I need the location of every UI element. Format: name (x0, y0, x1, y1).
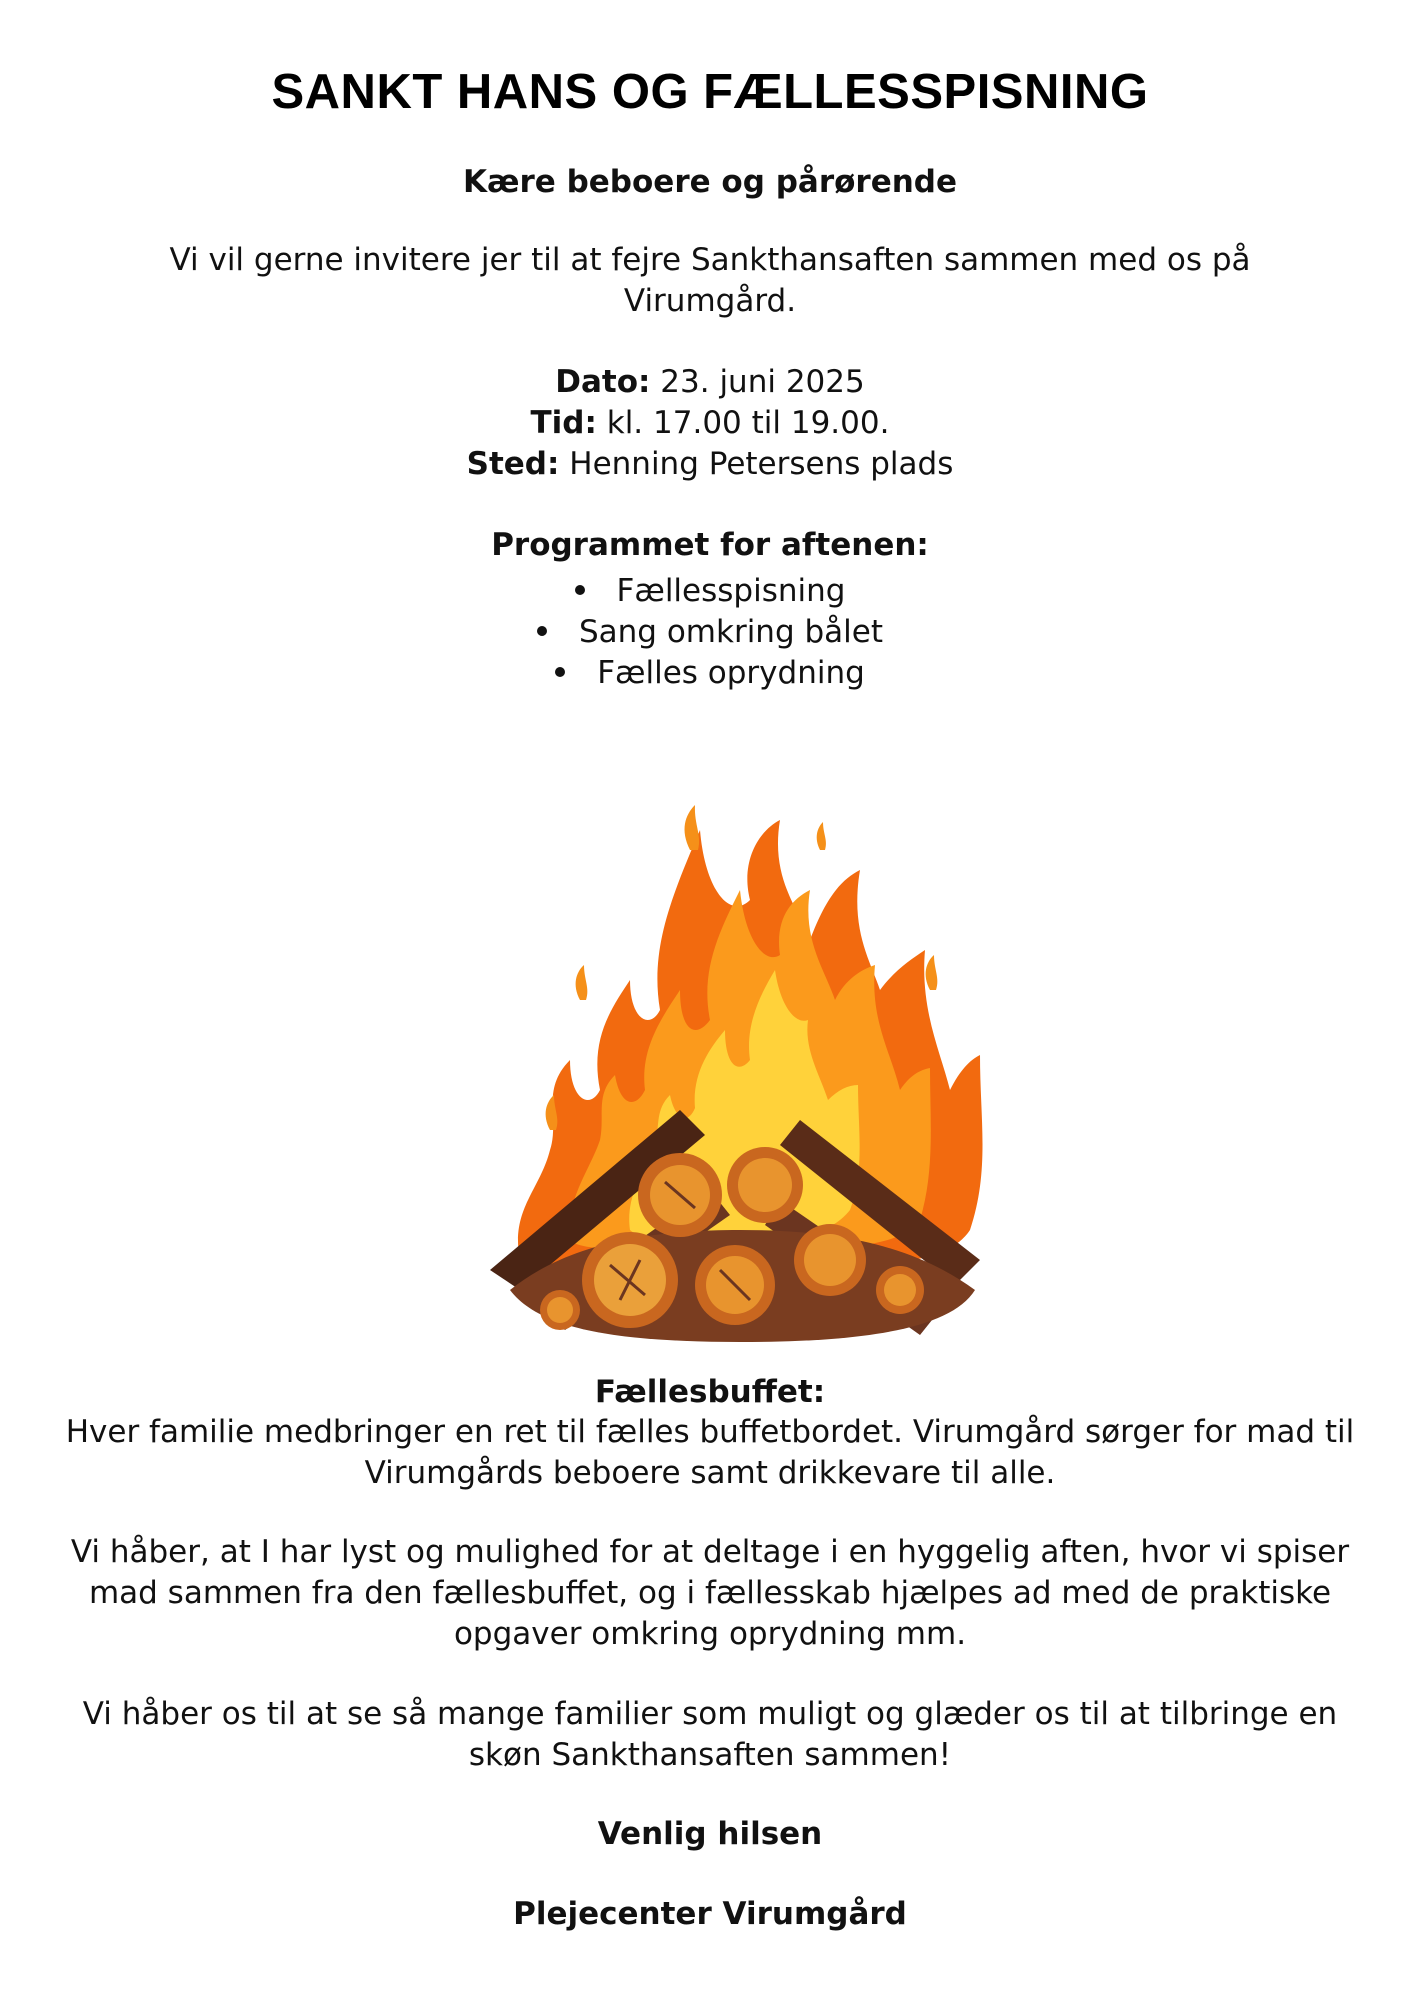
time-line (0, 403, 1420, 444)
bullet-icon (537, 626, 547, 636)
program-list (0, 571, 1420, 694)
program-item-label: Fælles oprydning (597, 655, 865, 691)
place-line (0, 444, 1420, 485)
log-end (738, 1158, 792, 1212)
regards: Venlig hilsen (597, 1816, 823, 1852)
flame-spark (817, 822, 826, 850)
bonfire-illustration (480, 790, 1000, 1350)
place-label: Sted: (466, 446, 560, 482)
place-value: Henning Petersens plads (559, 446, 954, 482)
bullet-icon (555, 667, 565, 677)
signature: Plejecenter Virumgård (513, 1896, 907, 1932)
date-label: Dato: (555, 364, 651, 400)
event-details (0, 362, 1420, 485)
program-heading: Programmet for aftenen: (491, 527, 929, 563)
flame-spark (685, 805, 700, 850)
bullet-icon (575, 585, 585, 595)
salutation: Kære beboere og pårørende (462, 164, 958, 200)
list-item (0, 653, 1420, 694)
time-label: Tid: (530, 405, 597, 441)
buffet-heading: Fællesbuffet: (594, 1374, 826, 1410)
log-end (547, 1297, 573, 1323)
intro-paragraph: Vi vil gerne invitere jer til at fejre Sankthansaften sammen med os på Virumgård. (169, 242, 1251, 319)
list-item (0, 612, 1420, 653)
date-line (0, 362, 1420, 403)
flame-spark (576, 965, 588, 1000)
log-end (884, 1274, 916, 1306)
date-value: 23. juni 2025 (650, 364, 865, 400)
program-item-label: Sang omkring bålet (578, 614, 884, 650)
closing-paragraph: Vi håber os til at se så mange familier som muligt og glæder os til at tilbringe en skøn Sankthansaften sammen! (82, 1696, 1338, 1773)
hope-paragraph: Vi håber, at I har lyst og mulighed for at deltage i en hyggelig aften, hvor vi spiser mad sammen fra den fællesbuffet, og i fællesskab hjælpes ad med de praktiske opgaver omkring oprydning mm. (70, 1534, 1350, 1652)
log-end (804, 1234, 856, 1286)
buffet-paragraph: Hver familie medbringer en ret til fælles buffetbordet. Virumgård sørger for mad til Virumgårds beboere samt drikkevare til alle. (65, 1414, 1355, 1491)
flame-spark (926, 955, 938, 990)
program-item-label: Fællesspisning (616, 573, 846, 609)
time-value: kl. 17.00 til 19.00. (596, 405, 890, 441)
list-item (0, 571, 1420, 612)
page-title: SANKT HANS OG FÆLLESSPISNING (271, 65, 1149, 119)
